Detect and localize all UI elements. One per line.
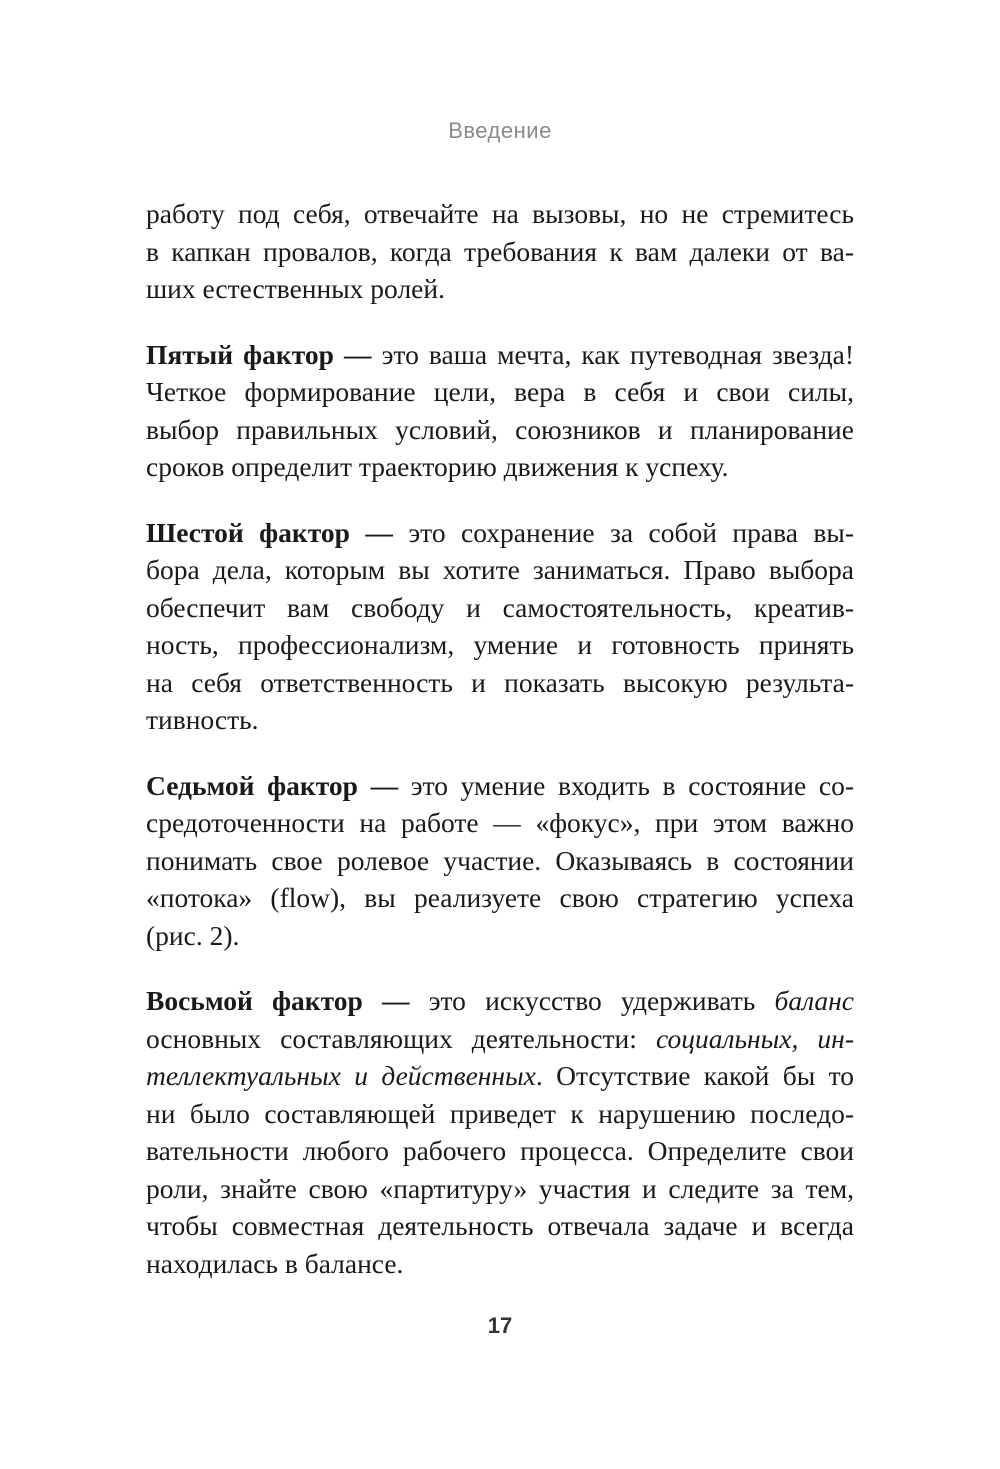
text-line <box>146 373 854 411</box>
text-line <box>146 842 854 880</box>
bold-term: Шестой фактор — <box>146 516 393 548</box>
text-segment: ни было составляющей приведет к нарушению последо- <box>146 1097 854 1129</box>
text-segment: сроков определит траекторию движения к успеху. <box>146 451 729 482</box>
text-segment: ность, профессионализм, умение и готовность принять <box>146 629 854 660</box>
text-segment: роли, знайте свою «партитуру» участия и следите за тем, <box>146 1172 854 1204</box>
text-line <box>146 767 854 805</box>
paragraph <box>146 982 854 1282</box>
text-line <box>146 551 854 589</box>
text-segment: понимать свое ролевое участие. Оказываясь в состоянии <box>146 844 854 876</box>
bold-term: Восьмой фактор — <box>146 985 410 1016</box>
text-line <box>146 664 854 702</box>
paragraph <box>146 336 854 486</box>
text-line <box>146 1095 854 1133</box>
text-line <box>146 589 854 627</box>
text-line <box>146 336 854 374</box>
text-segment: средоточенности на работе — «фокус», при этом важно <box>146 807 854 838</box>
text-line <box>146 411 854 449</box>
text-line <box>146 1207 854 1245</box>
text-segment: на себя ответственность и показать высокую результа- <box>146 666 854 698</box>
running-header: Введение <box>448 118 552 143</box>
text-segment: тивность. <box>146 704 259 735</box>
text-line <box>146 1057 854 1095</box>
paragraph <box>146 195 854 308</box>
italic-text: баланс <box>774 985 854 1016</box>
text-line <box>146 270 854 308</box>
text-segment: это сохранение за собой права вы- <box>392 516 855 548</box>
italic-text: теллектуальных и действенных <box>146 1060 536 1091</box>
text-segment: работу под себя, отвечайте на вызовы, но не стремитесь <box>146 198 854 229</box>
text-line <box>146 701 854 739</box>
body-text <box>146 195 854 1310</box>
bold-term: Седьмой фактор — <box>146 769 399 801</box>
text-line <box>146 879 854 917</box>
text-segment: в капкан провалов, когда требования к вам далеки от ва- <box>146 235 854 267</box>
text-segment: Четкое формирование цели, вера в себя и свои силы, <box>146 376 854 407</box>
text-segment: обеспечит вам свободу и самостоятельность, креатив- <box>146 591 854 623</box>
paragraph <box>146 767 854 955</box>
text-line <box>146 804 854 842</box>
text-segment: ших естественных ролей. <box>146 273 445 304</box>
text-segment: находилась в балансе. <box>146 1247 404 1279</box>
text-segment: чтобы совместная деятельность отвечала задаче и всегда <box>146 1210 854 1241</box>
text-line <box>146 195 854 233</box>
paragraph <box>146 514 854 739</box>
text-line <box>146 1245 854 1283</box>
text-line <box>146 448 854 486</box>
text-segment: это ваша мечта, как путеводная звезда! <box>371 338 855 370</box>
text-segment: . Отсутствие какой бы то <box>535 1060 855 1091</box>
text-line <box>146 982 854 1020</box>
text-line <box>146 626 854 664</box>
bold-term: Пятый фактор — <box>146 338 372 370</box>
text-line <box>146 514 854 552</box>
text-segment: (рис. 2). <box>146 919 240 951</box>
text-line <box>146 1132 854 1170</box>
text-line <box>146 1170 854 1208</box>
text-segment: бора дела, которым вы хотите заниматься. Право выбора <box>146 554 854 585</box>
text-segment: вательности любого рабочего процесса. Определите свои <box>146 1135 854 1166</box>
text-line <box>146 233 854 271</box>
text-line <box>146 917 854 955</box>
page-number: 17 <box>487 1313 513 1338</box>
text-segment: выбор правильных условий, союзников и планирование <box>146 413 854 445</box>
italic-text: социальных, ин- <box>655 1022 854 1054</box>
text-segment: это умение входить в состояние со- <box>398 769 854 801</box>
text-segment: «потока» (flow), вы реализуете свою стратегию успеха <box>146 882 854 913</box>
text-segment: это искусство удерживать <box>409 985 775 1016</box>
text-line <box>146 1020 854 1058</box>
text-segment: основных составляющих деятельности: <box>146 1022 656 1054</box>
